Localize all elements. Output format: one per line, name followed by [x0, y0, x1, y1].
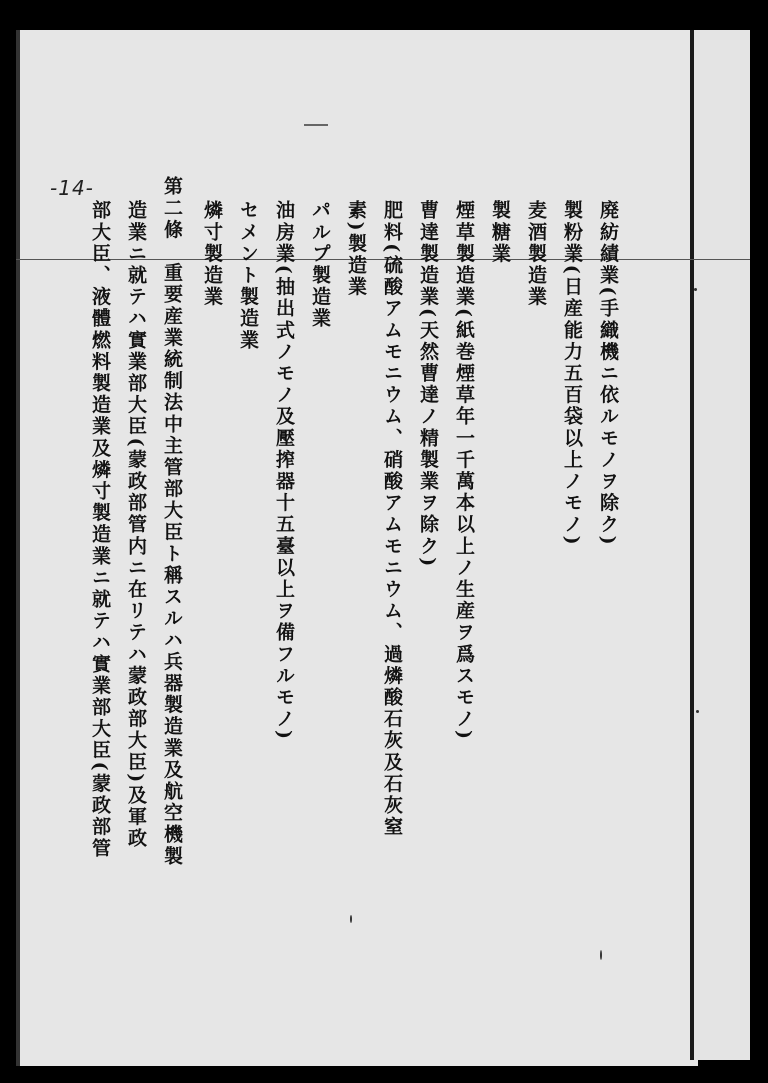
text-line-14: 造業ニ就テハ實業部大臣(蒙政部管内ニ在リテハ蒙政部大臣)及軍政: [125, 200, 147, 850]
header-dash: [304, 124, 328, 126]
scan-speck: [350, 915, 352, 923]
text-line-7: 肥料(硫酸アムモニウム、硝酸アムモニウム、過燐酸石灰及石灰窒: [381, 200, 403, 838]
text-line-6: 曹達製造業(天然曹達ノ精製業ヲ除ク): [417, 200, 439, 569]
text-line-13: 第二條 重要産業統制法中主管部大臣ト稱スルハ兵器製造業及航空機製: [161, 176, 183, 868]
adjacent-page-strip: [694, 30, 750, 1060]
text-line-8: 素)製造業: [345, 200, 367, 298]
text-line-9: パルプ製造業: [309, 200, 331, 330]
text-line-2: 製粉業(日産能力五百袋以上ノモノ): [561, 200, 583, 548]
text-line-11: セメント製造業: [237, 200, 259, 352]
text-line-5: 煙草製造業(紙巻煙草年一千萬本以上ノ生産ヲ爲スモノ): [453, 200, 475, 742]
scan-speck: [696, 710, 699, 713]
text-line-4: 製糖業: [489, 200, 511, 265]
text-line-12: 燐寸製造業: [201, 200, 223, 308]
text-line-15: 部大臣、液體燃料製造業及燐寸製造業ニ就テハ實業部大臣(蒙政部管: [89, 200, 111, 860]
text-line-1: 廃紡績業(手織機ニ依ルモノヲ除ク): [597, 200, 619, 548]
text-line-3: 麦酒製造業: [525, 200, 547, 308]
scan-speck: [694, 288, 697, 291]
text-line-10: 油房業(抽出式ノモノ及壓搾器十五臺以上ヲ備フルモノ): [273, 200, 295, 742]
page-number: -14-: [50, 176, 94, 200]
page-left-edge: [16, 30, 20, 1066]
scan-speck: [600, 950, 602, 960]
